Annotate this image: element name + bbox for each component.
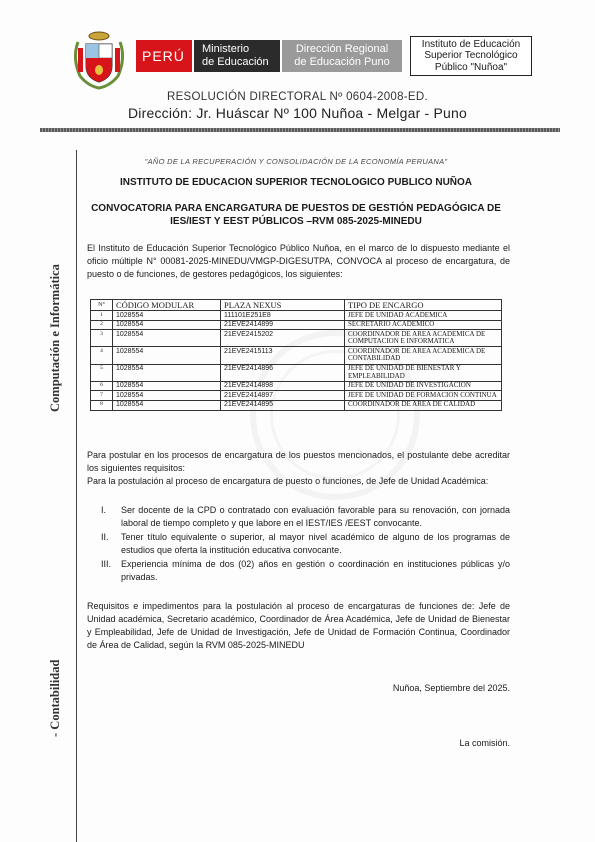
table-row xyxy=(91,400,502,410)
col-header-plaza: PLAZA NEXUS xyxy=(221,300,345,311)
document-date: Nuñoa, Septiembre del 2025. xyxy=(392,683,510,693)
table-row xyxy=(91,330,502,347)
address-line: Dirección: Jr. Huáscar Nº 100 Nuñoa - Melgar - Puno xyxy=(127,105,467,121)
cell-n: 1 xyxy=(91,311,113,321)
cell-plaza: 21EVE2414899 xyxy=(221,320,345,330)
table-row xyxy=(91,381,502,391)
para-postulacion: Para la postulación al proceso de encargatura de puesto o funciones, de Jefe de Unidad Académica: xyxy=(87,475,489,486)
intro-paragraph: El Instituto de Educación Superior Tecnológico Público Nuñoa, en el marco de lo dispuesto mediante el oficio múltiple N° 00081-2025-MINEDU/VMGP-DIGESUTPA, CONVOCA al proceso de encargatura, de puesto o de funciones, de gestores pedagógicos, los siguientes: xyxy=(87,243,510,279)
cell-plaza: 21EVE2414896 xyxy=(221,364,345,381)
requirement-text: Ser docente de la CPD o contratado con evaluación favorable para su renovación, con jornada laboral de tiempo completo y que labore en el IEST/IES /EEST convocante. xyxy=(121,505,510,528)
cell-codigo: 1028554 xyxy=(113,347,221,364)
institute-line3: Público "Nuñoa" xyxy=(434,61,508,73)
career-label-computacion: Computación e Informática xyxy=(48,264,62,412)
cell-tipo: JEFE DE UNIDAD ACADEMICA xyxy=(345,311,502,321)
signature-line: La comisión. xyxy=(459,738,510,748)
requirement-number: III. xyxy=(101,559,112,569)
requirement-item xyxy=(101,504,510,529)
convocatoria-title xyxy=(86,203,506,228)
requirement-number: II. xyxy=(101,532,109,542)
cell-n: 4 xyxy=(91,347,113,364)
impedimentos-paragraph: Requisitos e impedimentos para la postulación al proceso de encargaturas de funciones de: Jefe de Unidad académica, Secretario académico, Coordinador de Área Académica, Jefe de Unidad de Bienestar y Empleabilidad, Jefe de Unidad de Investigación, Jefe de Unidad de Formación Continua, Coordinador de Área de Calidad, según la RVM 085-2025-MINEDU xyxy=(87,601,510,650)
cell-tipo: JEFE DE UNIDAD DE INVESTIGACION xyxy=(345,381,502,391)
cell-plaza: 21EVE2415113 xyxy=(221,347,345,364)
requirement-text: Tener título equivalente o superior, al mayor nivel académico de alguno de los programas de estudios que oferta la institución educativa convocante. xyxy=(121,532,510,555)
cell-codigo: 1028554 xyxy=(113,391,221,401)
requirement-number: I. xyxy=(101,505,107,515)
cell-tipo: COORDINADOR DE AREA ACADEMICA DE COMPUTACION E INFORMATICA xyxy=(345,330,502,347)
institute-line1: Instituto de Educación xyxy=(421,38,521,50)
col-header-tipo: TIPO DE ENCARGO xyxy=(345,300,502,311)
cell-n: 3 xyxy=(91,330,113,347)
resolution-line: RESOLUCIÓN DIRECTORAL Nº 0604-2008-ED. xyxy=(166,91,428,103)
cell-tipo: JEFE DE UNIDAD DE BIENESTAR Y EMPLEABILIDAD xyxy=(345,364,502,381)
cell-n: 5 xyxy=(91,364,113,381)
peru-coat-of-arms-icon xyxy=(70,28,128,92)
institute-line2: Superior Tecnológico xyxy=(424,50,518,62)
cell-plaza: 21EVE2414895 xyxy=(221,400,345,410)
requirement-item xyxy=(101,558,510,583)
cell-n: 8 xyxy=(91,400,113,410)
dre-line2: de Educación Puno xyxy=(294,56,390,68)
convocatoria-title-line2: IES/IEST Y EEST PÚBLICOS –RVM 085-2025-MINEDU xyxy=(170,215,422,227)
cell-codigo: 1028554 xyxy=(113,311,221,321)
convocatoria-title-line1: CONVOCATORIA PARA ENCARGATURA DE PUESTOS DE GESTIÓN PEDAGÓGICA DE xyxy=(91,203,501,214)
table-header-row xyxy=(91,300,502,311)
ministerio-block xyxy=(194,40,280,72)
peru-brand-block xyxy=(136,40,192,72)
peru-label: PERÚ xyxy=(142,48,185,64)
cell-n: 2 xyxy=(91,320,113,330)
cell-plaza: 21EVE2414897 xyxy=(221,391,345,401)
plazas-table xyxy=(90,299,502,411)
year-motto: "AÑO DE LA RECUPERACIÓN Y CONSOLIDACIÓN DE LA ECONOMÍA PERUANA" xyxy=(144,157,448,166)
cell-plaza: 111101E251E8 xyxy=(221,311,345,321)
cell-codigo: 1028554 xyxy=(113,364,221,381)
table-row xyxy=(91,311,502,321)
institution-title: INSTITUTO DE EDUCACION SUPERIOR TECNOLOGICO PUBLICO NUÑOA xyxy=(119,177,473,188)
table-row xyxy=(91,347,502,364)
header-divider xyxy=(40,128,560,132)
table-row xyxy=(91,391,502,401)
cell-tipo: COORDINADOR DE AREA ACADEMICA DE CONTABILIDAD xyxy=(345,347,502,364)
table-row xyxy=(91,364,502,381)
cell-n: 6 xyxy=(91,381,113,391)
requirement-text: Experiencia mínima de dos (02) años en gestión o coordinación en instituciones públicas y/o privadas. xyxy=(121,559,510,582)
cell-codigo: 1028554 xyxy=(113,381,221,391)
cell-tipo: JEFE DE UNIDAD DE FORMACION CONTINUA xyxy=(345,391,502,401)
cell-codigo: 1028554 xyxy=(113,400,221,410)
dre-line1: Dirección Regional xyxy=(295,43,389,55)
cell-tipo: SECRETARIO ACADEMICO xyxy=(345,320,502,330)
cell-tipo: COORDINADOR DE AREA DE CALIDAD xyxy=(345,400,502,410)
cell-plaza: 21EVE2414898 xyxy=(221,381,345,391)
cell-plaza: 21EVE2415202 xyxy=(221,330,345,347)
institute-block xyxy=(410,36,532,76)
cell-codigo: 1028554 xyxy=(113,320,221,330)
margin-line xyxy=(76,150,77,842)
ministerio-line2: de Educación xyxy=(202,56,269,68)
requirements-intro xyxy=(87,449,510,487)
col-header-codigo: CÓDIGO MODULAR xyxy=(113,300,221,311)
table-row xyxy=(91,320,502,330)
col-header-n: N° xyxy=(91,300,113,311)
requirement-item xyxy=(101,531,510,556)
cell-n: 7 xyxy=(91,391,113,401)
cell-codigo: 1028554 xyxy=(113,330,221,347)
para-postular: Para postular en los procesos de encargatura de los puestos mencionados, el postulante debe acreditar los siguientes requisitos: xyxy=(87,450,510,473)
ministerio-line1: Ministerio xyxy=(202,43,250,55)
dre-block xyxy=(282,40,402,72)
career-label-contabilidad: - Contabilidad xyxy=(48,659,62,737)
letterhead xyxy=(70,28,540,78)
